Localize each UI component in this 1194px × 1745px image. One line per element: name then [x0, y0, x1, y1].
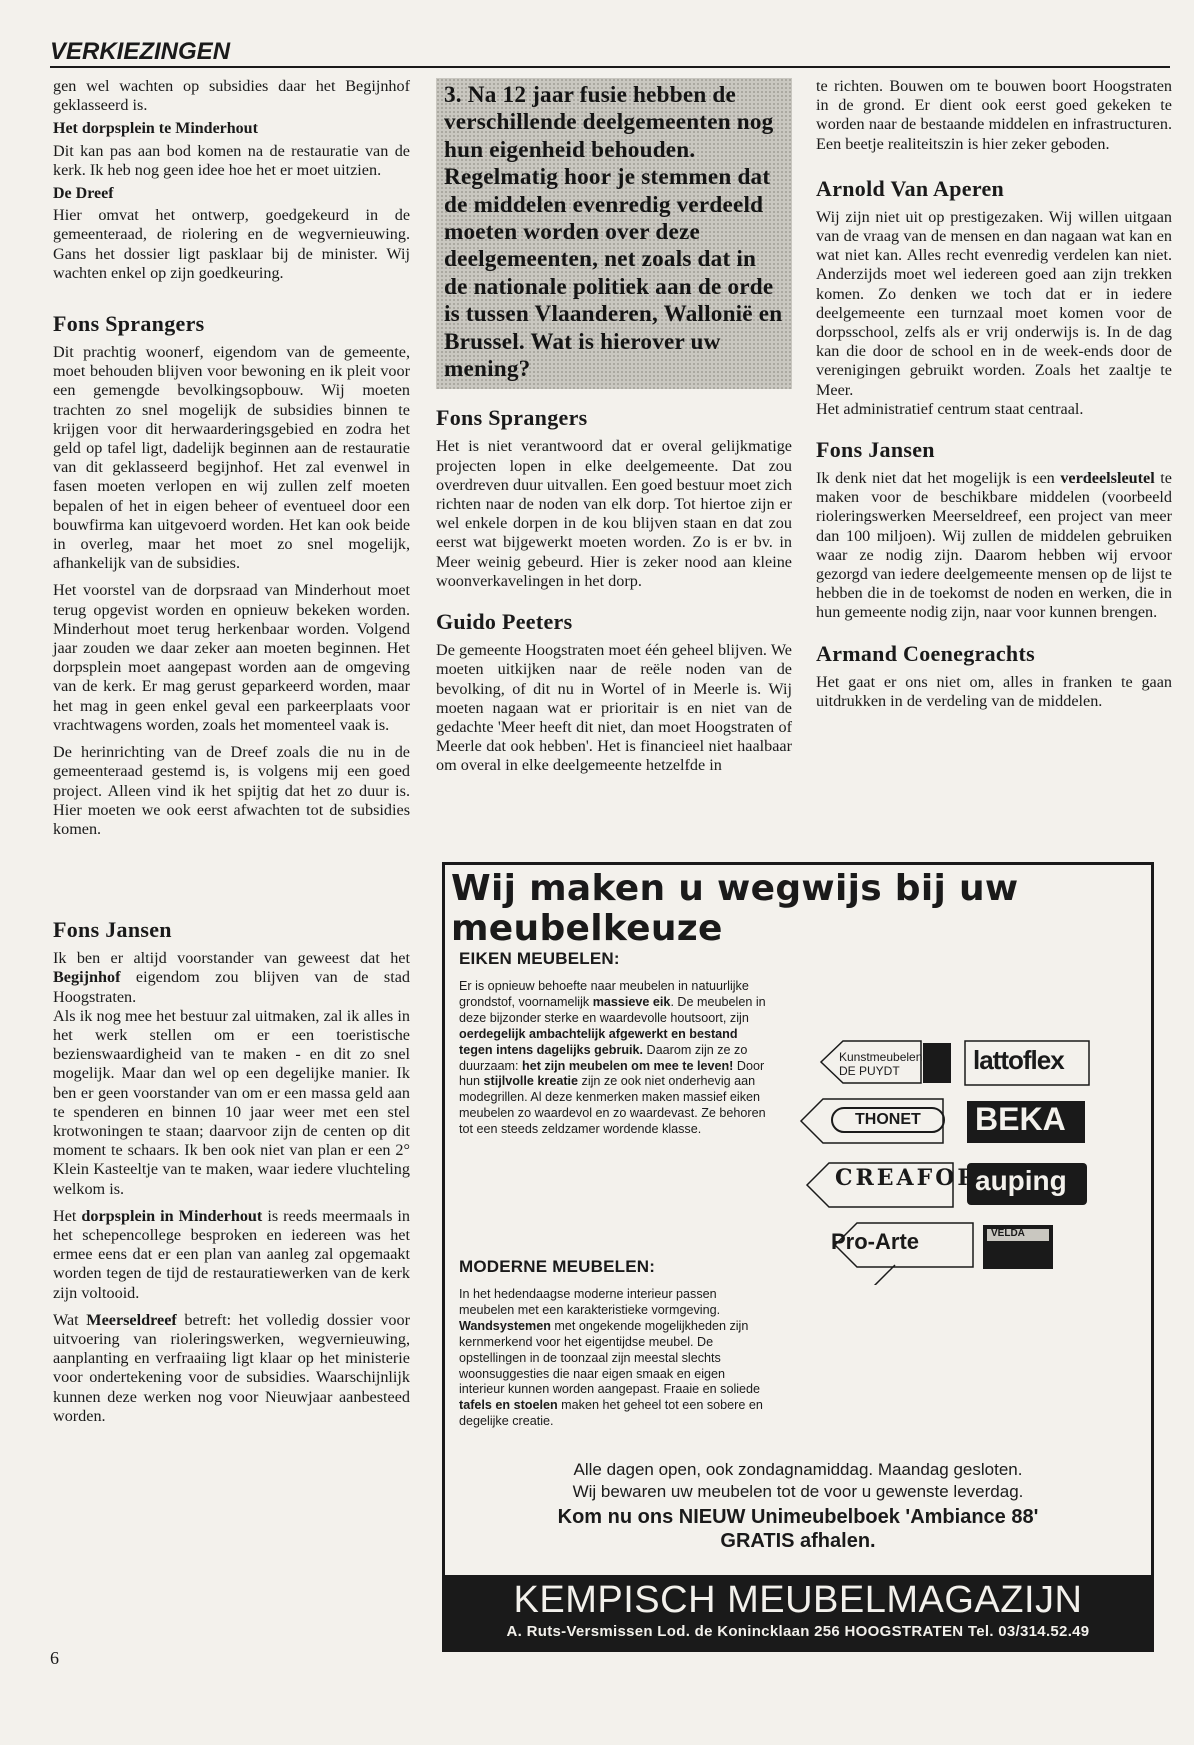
brand-velda: VELDA [991, 1228, 1025, 1239]
answer-paragraph: Ik ben er altijd voorstander van geweest dat het Begijnhof eigendom zou blijven van de stad Hoogstraten. [53, 949, 410, 1006]
speaker-name: Fons Jansen [53, 917, 172, 943]
header-rule [50, 66, 1170, 68]
answer-paragraph: Het voorstel van de dorpsraad van Minderhout moet terug opgevist worden en opnieuw bekeken worden. Minderhout moet terug herkenbaar worden. Volgend jaar zouden we daar zeker aan moeten beginnen. Het dorpsplein moet aangepast worden aan de omgeving van de kerk. Er mag gerust geparkeerd worden, maar het mag in geen enkel geval een parkeerplaats voor vrachtwagens worden, zoals het momenteel vaak is. [53, 581, 410, 734]
answer-paragraph: De gemeente Hoogstraten moet één geheel blijven. We moeten uitkijken naar de reële noden van de bevolking, of dit nu in Wortel of in Meerle is. Wij moeten nagaan wat er prioritair is en niet van de gedachte 'Meer heeft dit niet, dan moet Hoogstraten of Meerle dat ook hebben'. Het is financieel niet haalbaar om overal in elke deelgemeente hetzelfde in [436, 641, 792, 775]
ad-subheading-modern: MODERNE MEUBELEN: [459, 1257, 656, 1276]
speaker-name: Armand Coenegrachts [816, 640, 1035, 666]
speaker-name: Fons Jansen [816, 437, 935, 463]
minderhout-text: Dit kan pas aan bod komen na de restauratie van de kerk. Ik heb nog geen idee hoe het er moet uitzien. [53, 141, 410, 179]
intro-text: gen wel wachten op subsidies daar het Begijnhof geklasseerd is. [53, 77, 410, 115]
ad-catalog-free: GRATIS afhalen. [720, 1530, 876, 1552]
subheading-dreef: De Dreef [53, 185, 114, 203]
brand-creafort: CREAFORT [835, 1165, 998, 1191]
answer-paragraph: Wij zijn niet uit op prestigezaken. Wij willen uitgaan van de vraag van de mensen en dan nagaan wat kan en wat niet kan. Alles recht evenredig verdelen kan niet. Anderzijds moet wel iedereen goed aan zijn trekken komen. Zo denken we toch dat er in iedere deelgemeente een turnzaal moet komen voor de dorpsschool, zelfs als er vrij onderwijs is. In de dag kan die door de school en in de week-ends door de verenigingen gebruikt worden. Zoals het zaaltje te Meer. [816, 207, 1172, 399]
ad-headline: Wij maken u wegwijs bij uw meubelkeuze [451, 868, 1019, 949]
speaker-name: Guido Peeters [436, 609, 573, 635]
answer-paragraph: Ik denk niet dat het mogelijk is een verdeelsleutel te maken voor de beschikbare middelen (voorbeeld rioleringswerken Meerseldreef, een project van meer dan 100 miljoen). Wij zullen de middelen gebruiken waar ze nodig zijn. Daarom hebben wij ervoor gezorgd van iedere deelgemeente mensen op de lijst te hebben die in de toekomst de noden en werken, die in hun gemeente nodig zijn, naar voor kunnen brengen. [816, 469, 1172, 622]
speaker-name: Arnold Van Aperen [816, 175, 1005, 201]
ad-delivery-note: Wij bewaren uw meubelen tot de voor u gewenste leverdag. [572, 1482, 1024, 1501]
answer-paragraph: Wat Meerseldreef betreft: het volledig dossier voor uitvoering van rioleringswerken, wegvernieuwing, aanplanting en verfraaiing ligt klaar op het ministerie voor ondertekening voor de subsidies. Waarschijnlijk kunnen deze werken nog voor Nieuwjaar aanbesteed worden. [53, 1310, 410, 1425]
ad-catalog-offer: Kom nu ons NIEUW Unimeubelboek 'Ambiance 88' [557, 1506, 1039, 1528]
column-1 [53, 77, 410, 1434]
store-banner [445, 1575, 1151, 1649]
column-3 [816, 77, 1172, 719]
brand-pro-arte: Pro-Arte [831, 1229, 920, 1254]
store-address: A. Ruts-Versmissen Lod. de Konincklaan 256 HOOGSTRATEN Tel. 03/314.52.49 [506, 1623, 1090, 1640]
brand-beka: BEKA [975, 1101, 1066, 1137]
answer-paragraph: Dit prachtig woonerf, eigendom van de gemeente, moet behouden blijven voor bewoning en ik pleit voor een gemengde bevolkingsopbouw. Wij moeten trachten zo snel mogelijk de subsidies binnen te krijgen voor dit herwaarderingsgebied en zodra het geld op tafel ligt, dadelijk beginnen aan de restauratie van dit geklasseerd begijnhof. Het zal evenwel in fasen moeten verlopen en wij zullen zelf moeten bepalen of het in eigen beheer of eventueel door een bouwfirma kan uitgevoerd worden. Het kan ook beide in overleg, maar het moet zo snel mogelijk, afhankelijk van de subsidies. [53, 343, 410, 573]
answer-paragraph: te richten. Bouwen om te bouwen boort Hoogstraten in de grond. Er dient ook eerst goed gekeken te worden naar de bestaande middelen en infrastructuren. Een beetje realiteitszin is hier zeker geboden. [816, 77, 1172, 153]
question-box: 3. Na 12 jaar fusie hebben de verschillende deelgemeenten nog hun eigenheid behouden. Regelmatig hoor je stemmen dat de middelen evenredig verdeeld moeten worden over deze deelgemeenten, net zoals dat in de nationale politiek aan de orde is tussen Vlaanderen, Wallonië en Brussel. Wat is hierover uw mening? [436, 78, 792, 389]
speaker-name: Fons Sprangers [53, 311, 205, 337]
answer-paragraph: Het administratief centrum staat centraal. [816, 399, 1084, 418]
ad-subheading-oak: EIKEN MEUBELEN: [459, 949, 620, 968]
furniture-advertisement [442, 862, 1154, 1652]
answer-paragraph: Het gaat er ons niet om, alles in franken te gaan uitdrukken in de verdeling van de middelen. [816, 672, 1172, 710]
subheading-minderhout: Het dorpsplein te Minderhout [53, 120, 258, 138]
ad-text-modern: In het hedendaagse moderne interieur passen meubelen met een karakteristieke vormgeving. Wandsystemen met ongekende mogelijkheden zijn kernmerkend voor het eigentijdse meubel. De opstellingen in de toonzaal zijn meestal slechts woonsuggesties die naar eigen smaak en eigen interieur kunnen worden aangepast. Fraaie en soliede tafels en stoelen maken het geheel tot een sobere en degelijke creatie. [459, 1287, 763, 1429]
ad-opening-hours: Alle dagen open, ook zondagnamiddag. Maandag gesloten. [573, 1460, 1023, 1479]
answer-paragraph: Het is niet verantwoord dat er overal gelijkmatige projecten lopen in elke deelgemeente. Dat zou overdreven duur uitvallen. Een goed bestuur moet zich richten naar de noden van elk dorp. Tot hiertoe zijn er wel enkele dorpen in de kou blijven staan en dat zou eerst wat bijgewerkt moeten worden. Zo is er bv. in Meer weinig gebeurd. Hier is zeker nood aan kleine woonverkavelingen in het dorp. [436, 437, 792, 590]
page-header [50, 38, 1170, 66]
store-name: KEMPISCH MEUBELMAGAZIJN [513, 1579, 1083, 1621]
brand-de-puydt: Kunstmeubelen DE PUYDT [839, 1050, 923, 1078]
column-2 [436, 78, 792, 784]
ad-text-oak: Er is opnieuw behoefte naar meubelen in natuurlijke grondstof, voornamelijk massieve eik. De meubelen in deze bijzonder sterke en waardevolle houtsoort, zijn oerdegelijk ambachtelijk afgewerkt en bestand tegen intens dagelijks gebruik. Daarom zijn ze zo duurzaam: het zijn meubelen om mee te leven! Door hun stijlvolle kreatie zijn ze ook niet onderhevig aan modegrillen. Al deze kenmerken maken massief eiken meubelen zo waardevol en zo waardevast. Ze behoren tot een steeds zeldzamer wordende klasse. [459, 979, 766, 1137]
brand-auping: auping [975, 1165, 1067, 1196]
section-title: VERKIEZINGEN [50, 38, 231, 65]
answer-paragraph: Als ik nog mee het bestuur zal uitmaken, zal ik alles in het werk stellen om er een toeristische bezienswaardigheid van te maken - en dit zo snel mogelijk. Maar dan wel op een degelijke manier. Ik ben er geen voorstander van om er een massa geld aan te spenderen en binnen 10 jaar weer met een stel krotwoningen te staan; daarvoor zijn de centen op dit moment te schaars. Ik ben ook niet van plan er een 2° Klein Kasteeltje van te maken, waar iedere vluchteling welkom is. [53, 1006, 410, 1198]
brand-lattoflex: lattoflex [973, 1045, 1064, 1075]
brand-km: KM [904, 1312, 923, 1326]
speaker-name: Fons Sprangers [436, 405, 588, 431]
ad-frame [442, 862, 1154, 1652]
dreef-text: Hier omvat het ontwerp, goedgekeurd in de gemeenteraad, de riolering en de wegvernieuwing. Gans het dossier ligt pasklaar bij de minister. Wij wachten enkel op zijn goedkeuring. [53, 206, 410, 282]
page-number: 6 [50, 1648, 59, 1668]
answer-paragraph: De herinrichting van de Dreef zoals die nu in de gemeenteraad gestemd is, is volgens mij een goed project. Alleen vind ik het spijtig dat het zo duur is. Hier moeten we ook eerst afwachten tot de subsidies komen. [53, 743, 410, 838]
answer-paragraph: Het dorpsplein in Minderhout is reeds meermaals in het schepencollege besproken en iedereen was het ermee eens dat er een plan van aanleg zal opgemaakt worden tegen de tijd de restauratiewerken van de kerk zijn voltooid. [53, 1206, 411, 1302]
brand-thonet: THONET [831, 1107, 945, 1133]
